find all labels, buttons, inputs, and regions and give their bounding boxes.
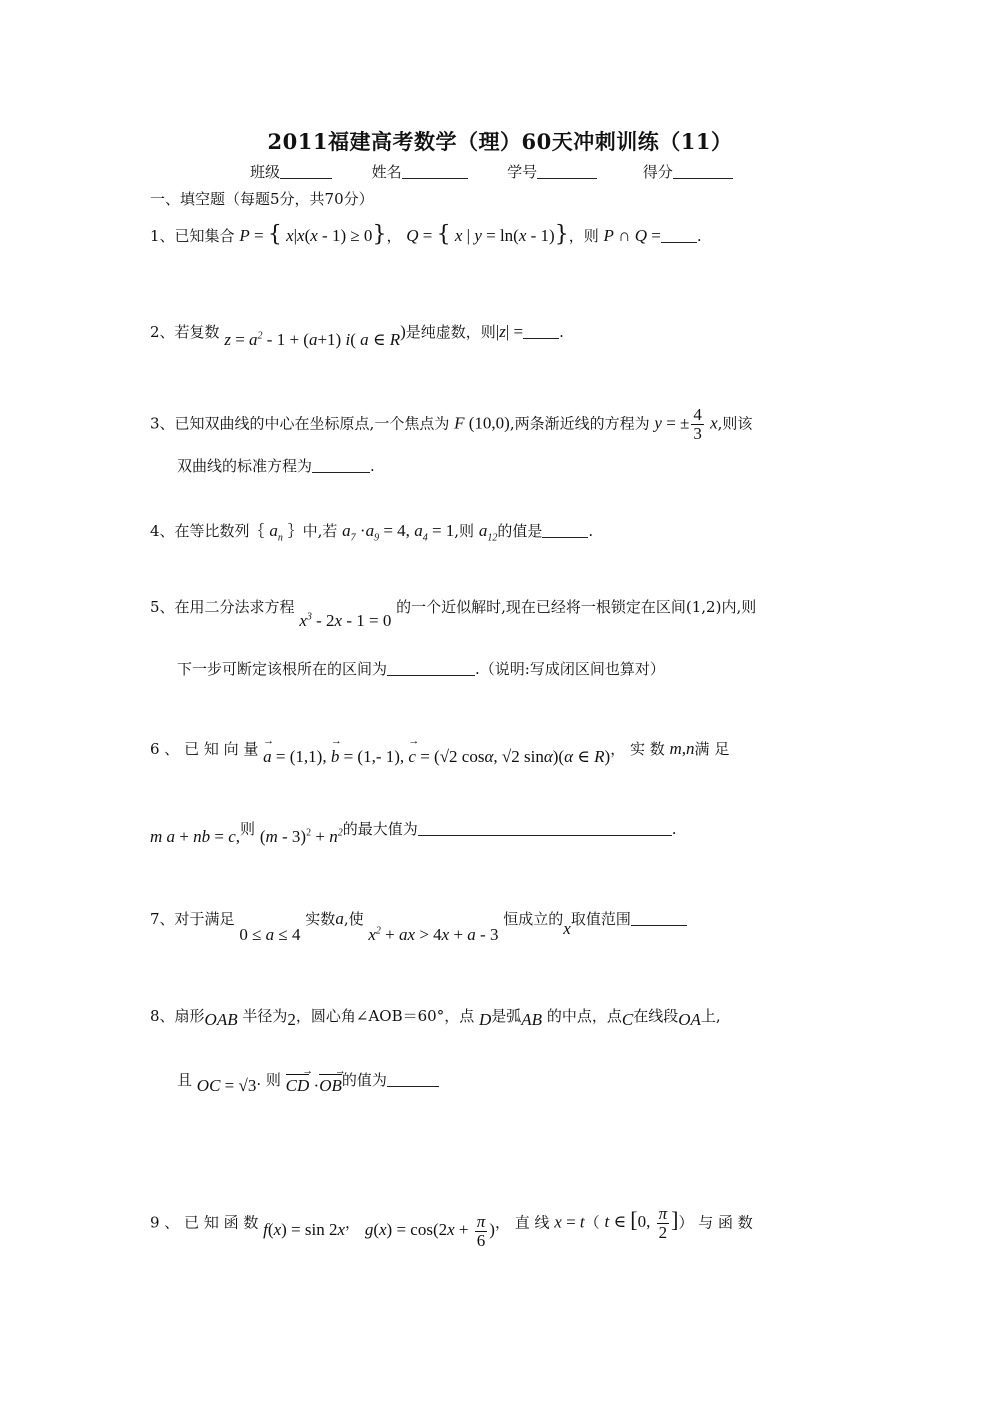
q1-set-q: Q bbox=[406, 226, 419, 245]
name-label: 姓名 bbox=[371, 163, 402, 181]
q4-text: 4、在等比数列｛ bbox=[150, 522, 265, 540]
q1-set-p: P bbox=[239, 226, 250, 245]
q3-text: 3、已知双曲线的中心在坐标原点,一个焦点为 bbox=[150, 414, 450, 433]
q6-vectors: → a = (1,1), → b = (1,- 1), → c = (√2 cosα, √2 sinα)(α ∈ R) bbox=[263, 747, 610, 766]
question-3: 3、已知双曲线的中心在坐标原点,一个焦点为 F (10,0),两条渐近线的方程为 y = ± $\frac{4}{3}$ x,则该 bbox=[150, 405, 753, 443]
q6-text: 6 、 已 知 向 量 bbox=[150, 740, 259, 758]
question-6: 6 、 已 知 向 量 → a = (1,1), → b = (1,- 1), → c = (√2 cosα, √2 sinα)(α ∈ R)， 实 数 m,n满 足 bbox=[150, 738, 729, 759]
q2-text: 2、若复数 bbox=[150, 323, 220, 341]
score-label: 得分 bbox=[642, 163, 673, 181]
q4-answer-blank[interactable] bbox=[542, 523, 588, 538]
score-blank[interactable] bbox=[673, 164, 733, 179]
id-label: 学号 bbox=[507, 163, 538, 181]
question-6-cont: m a + nb = c,则 $(m - 3)^2 + n^2$的最大值为 . bbox=[150, 820, 677, 846]
question-5: 5、在用二分法求方程 $x^3 - 2x - 1 = 0$ 的一个近似解时,现在已经将一根锁定在区间(1,2)内,则 bbox=[150, 598, 757, 630]
question-8-cont: 且 OC = √3. 则 CD → ·OB →的值为 bbox=[177, 1068, 439, 1090]
q3-fraction: $\frac{4}{3}$ bbox=[693, 405, 702, 443]
name-blank[interactable] bbox=[402, 164, 468, 179]
q3-answer-blank[interactable] bbox=[312, 458, 370, 473]
question-1: 1、已知集合 P = { x|x(x - 1) ≥ 0}， Q = { x | y = ln(x - 1)}，则 P ∩ Q = . bbox=[150, 222, 702, 247]
q7-text: 7、对于满足 bbox=[150, 910, 235, 928]
student-info-row bbox=[250, 161, 733, 182]
q8-answer-blank[interactable] bbox=[387, 1072, 439, 1087]
question-3-cont: 双曲线的标准方程为 . bbox=[177, 457, 375, 475]
q1-answer-blank[interactable] bbox=[661, 228, 697, 243]
q8-text: 8、扇形 bbox=[150, 1007, 205, 1025]
q7-answer-blank[interactable] bbox=[631, 911, 687, 926]
q9-text: 9 、 已 知 函 数 bbox=[150, 1213, 259, 1232]
class-blank[interactable] bbox=[280, 164, 332, 179]
q2-answer-blank[interactable] bbox=[523, 324, 559, 339]
q5-answer-blank[interactable] bbox=[387, 661, 475, 676]
question-7: 7、对于满足 0 ≤ a ≤ 4 实数a,使 $x^2$ + ax > 4x + a - 3 恒成立的x取值范围 bbox=[150, 908, 687, 929]
q6-answer-blank[interactable] bbox=[418, 821, 672, 836]
q1-text: 1、已知集合 bbox=[150, 227, 235, 245]
q2-formula: $z = a^2 - 1 + (a+1)$ i( a ∈ R bbox=[224, 330, 401, 349]
question-9: 9 、 已 知 函 数 f(x) = sin 2x， g(x) = cos(2x + $\frac{\pi}{6}$ )， 直 线 x = t（ t ∈ [0, $\frac{\pi}{2}$ ]） 与 函 数 bbox=[150, 1204, 753, 1250]
id-blank[interactable] bbox=[537, 164, 597, 179]
question-8: 8、扇形OAB 半径为2，圆心角∠AOB＝60°，点 D是弧AB 的中点，点C在线段OA上, bbox=[150, 1007, 721, 1029]
question-5-cont: 下一步可断定该根所在的区间为 .（说明:写成闭区间也算对） bbox=[177, 660, 665, 678]
section-heading: 一、填空题（每题5分，共70分） bbox=[150, 190, 374, 208]
question-4: 4、在等比数列｛ $a_n$ ｝中,若 $a_7 \cdot a_9 = 4$, $a_4 = 1$,则 $a_{12}$的值是 . bbox=[150, 521, 594, 544]
class-label: 班级 bbox=[250, 163, 281, 181]
question-2: 2、若复数 $z = a^2 - 1 + (a+1)$ i( a ∈ R)是纯虚数，则|z| = . bbox=[150, 322, 564, 349]
q5-text: 5、在用二分法求方程 bbox=[150, 598, 295, 616]
page-title: 2011福建高考数学（理）60天冲刺训练（11） bbox=[267, 129, 733, 154]
